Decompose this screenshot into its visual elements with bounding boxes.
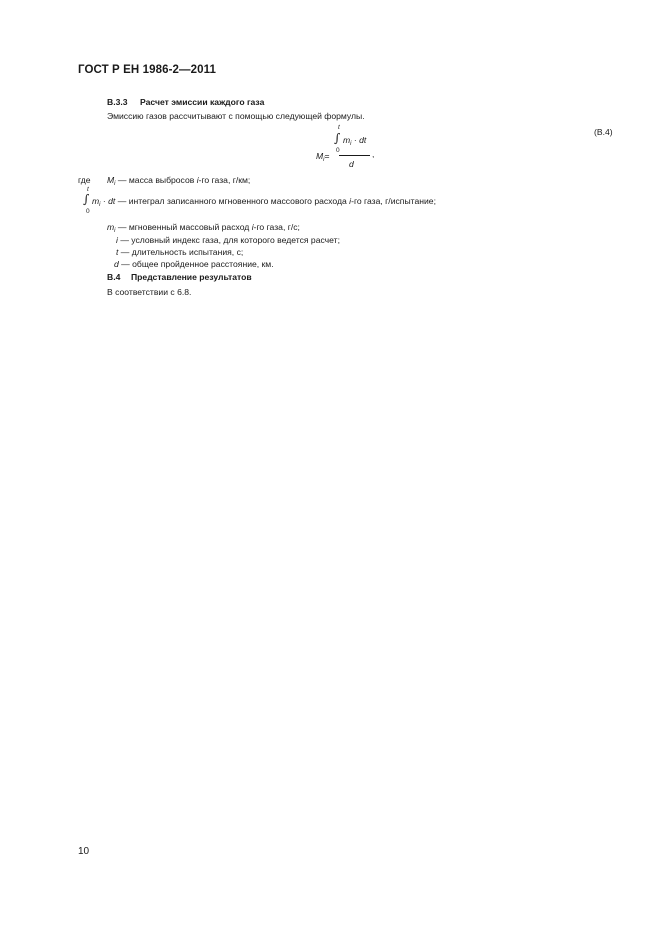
section-title: Представление результатов xyxy=(131,272,252,282)
legend-item: t — длительность испытания, с; xyxy=(116,247,244,257)
section-b33-heading xyxy=(107,97,264,107)
equals-sign: = xyxy=(324,151,330,161)
lhs-var: M xyxy=(316,151,324,161)
legend-integral-sign: ∫ xyxy=(83,192,90,206)
legend-item: $m_i$ — мгновенный массовый расход i-го газа, г/с; xyxy=(107,222,300,234)
integral-sign: ∫ xyxy=(334,131,341,145)
section-number: B.4 xyxy=(107,272,121,282)
lhs-sub: i xyxy=(323,157,325,163)
legend-integral-upper: t xyxy=(87,186,89,193)
section-b33-intro: Эмиссию газов рассчитывают с помощью следующей формулы. xyxy=(107,111,365,121)
formula-denominator: d xyxy=(349,159,354,169)
legend-item: d — общее пройденное расстояние, км. xyxy=(114,259,274,269)
formula-trailing-comma: , xyxy=(372,149,375,159)
integrand xyxy=(343,135,366,147)
integral-upper-limit: t xyxy=(338,124,340,131)
formula-label: (B.4) xyxy=(594,127,613,137)
document-header: ГОСТ Р ЕН 1986-2—2011 xyxy=(78,64,216,76)
legend-item: $M_i$ — масса выбросов i-го газа, г/км; xyxy=(107,175,251,187)
integrand-var: m xyxy=(343,135,351,145)
legend-item: i — условный индекс газа, для которого ведется расчет; xyxy=(116,235,340,245)
legend-item: $m_i$ · dt — интеграл записанного мгновенного массового расхода i-го газа, г/испытание; xyxy=(92,196,436,208)
section-b4-text: В соответствии с 6.8. xyxy=(107,287,192,297)
section-b4-heading xyxy=(107,272,252,282)
integral-lower-limit: 0 xyxy=(336,147,340,154)
formula-lhs xyxy=(316,151,330,163)
page-number: 10 xyxy=(78,846,90,857)
fraction-bar xyxy=(339,155,370,156)
integrand-sub: i xyxy=(350,141,352,147)
section-title: Расчет эмиссии каждого газа xyxy=(140,97,265,107)
integrand-rest: · dt xyxy=(353,135,367,145)
section-number: B.3.3 xyxy=(107,97,128,107)
legend-where: где xyxy=(78,175,91,185)
legend-integral-lower: 0 xyxy=(86,208,90,215)
